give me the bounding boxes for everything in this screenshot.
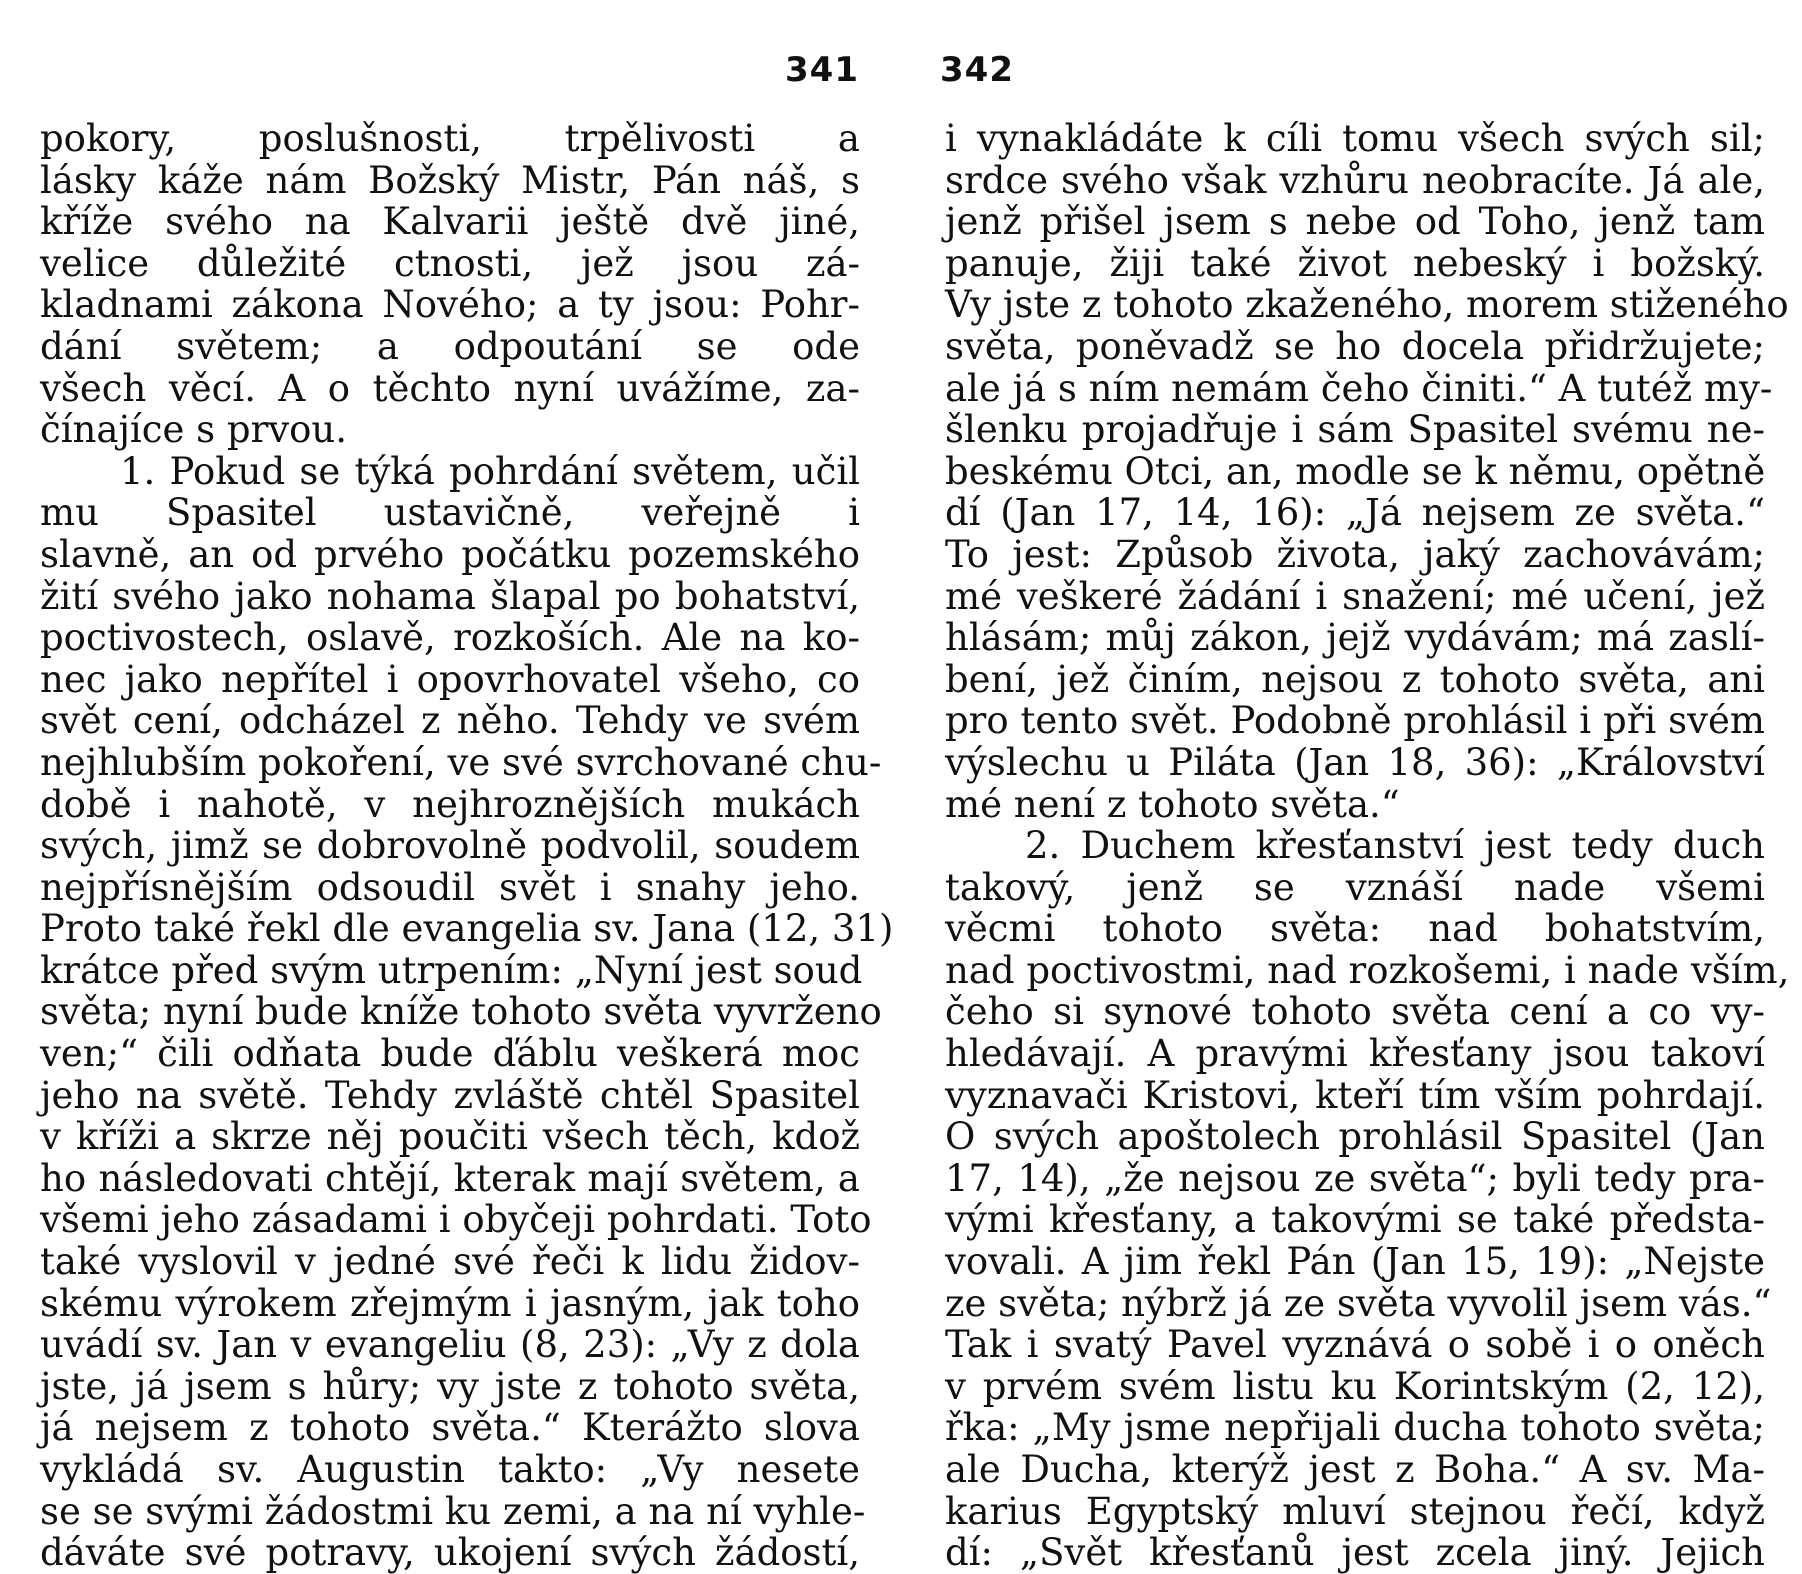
page-number-left: 341 — [785, 50, 859, 90]
text-line: dání světem; a odpoutání se ode — [40, 324, 860, 368]
text-line: vyznavači Kristovi, kteří tím vším pohrdají. — [945, 1073, 1765, 1117]
text-line: mé veškeré žádání i snažení; mé učení, jež — [945, 574, 1765, 618]
text-line: karius Egyptský mluví stejnou řečí, když — [945, 1489, 1765, 1533]
text-line: ven;“ čili odňata bude ďáblu veškerá moc — [40, 1032, 860, 1076]
text-line: poctivostech, oslavě, rozkoších. Ale na ko- — [40, 616, 860, 660]
text-line: dí (Jan 17, 14, 16): „Já nejsem ze světa.“ — [945, 491, 1765, 535]
text-line: řka: „My jsme nepřijali ducha tohoto světa; — [945, 1406, 1765, 1450]
text-line: vovali. A jim řekl Pán (Jan 15, 19): „Nejste — [945, 1240, 1765, 1284]
text-line: 1. Pokud se týká pohrdání světem, učil — [120, 449, 860, 493]
text-line: Tak i svatý Pavel vyznává o sobě i o oněch — [945, 1323, 1765, 1367]
text-line: v kříži a skrze něj poučiti všech těch, kdož — [40, 1115, 860, 1159]
left-page-text — [40, 117, 894, 1574]
text-line: skému výrokem zřejmým i jasným, jak toho — [40, 1281, 860, 1325]
text-line: srdce svého však vzhůru neobracíte. Já ale, — [945, 158, 1765, 202]
text-line: jenž přišel jsem s nebe od Toho, jenž tam — [945, 200, 1765, 244]
text-line: výslechu u Piláta (Jan 18, 36): „Království — [945, 740, 1765, 784]
text-line: nejpřísnějším odsoudil svět i snahy jeho. — [40, 865, 860, 909]
text-line: vými křesťany, a takovými se také předsta- — [945, 1198, 1765, 1242]
text-line: se se svými žádostmi ku zemi, a na ní vyhle- — [40, 1489, 866, 1533]
text-line: velice důležité ctnosti, jež jsou zá- — [40, 241, 860, 285]
text-line: věcmi tohoto světa: nad bohatstvím, — [945, 907, 1765, 951]
text-line: čínajíce s prvou. — [40, 408, 348, 452]
text-line: mu Spasitel ustavičně, veřejně i — [40, 491, 860, 535]
text-line: uvádí sv. Jan v evangeliu (8, 23): „Vy z dola — [40, 1323, 860, 1367]
text-line: světa; nyní bude kníže tohoto světa vyvrženo — [40, 990, 882, 1034]
text-line: slavně, an od prvého počátku pozemského — [40, 532, 860, 576]
text-line: ho následovati chtějí, kterak mají světem, a — [40, 1156, 860, 1200]
text-line: hledávají. A pravými křesťany jsou takoví — [945, 1032, 1765, 1076]
text-line: i vynakládáte k cíli tomu všech svých sil; — [945, 117, 1765, 160]
text-line: nejhlubším pokoření, ve své svrchované chu- — [40, 740, 882, 784]
text-line: Vy jste z tohoto zkaženého, morem stiženého — [945, 283, 1789, 327]
text-line: kříže svého na Kalvarii ještě dvě jiné, — [40, 200, 860, 244]
text-line: krátce před svým utrpením: „Nyní jest soud — [40, 948, 863, 992]
text-line: ze světa; nýbrž já ze světa vyvolil jsem vás.“ — [945, 1281, 1772, 1325]
page-number-right: 342 — [940, 50, 1014, 90]
text-line: jeho na světě. Tehdy zvláště chtěl Spasitel — [40, 1073, 860, 1117]
text-line: žití svého jako nohama šlapal po bohatství, — [40, 574, 860, 618]
text-line: všemi jeho zásadami i obyčeji pohrdati. Toto — [40, 1198, 872, 1242]
text-line: šlenku projadřuje i sám Spasitel svému ne- — [945, 408, 1765, 452]
text-line: také vyslovil v jedné své řeči k lidu židov- — [40, 1240, 860, 1284]
text-line: panuje, žiji také život nebeský i božský. — [945, 241, 1765, 285]
text-line: nec jako nepřítel i opovrhovatel všeho, co — [40, 657, 860, 701]
text-line: dí: „Svět křesťanů jest zcela jiný. Jejich — [945, 1531, 1765, 1574]
text-line: svých, jimž se dobrovolně podvolil, soudem — [40, 824, 860, 868]
text-line: jste, já jsem s hůry; vy jste z tohoto světa, — [40, 1364, 860, 1408]
text-line: Proto také řekl dle evangelia sv. Jana (12, 31) — [40, 907, 894, 951]
text-line: 2. Duchem křesťanství jest tedy duch — [1025, 824, 1765, 868]
text-line: ale Ducha, kterýž jest z Boha.“ A sv. Ma- — [945, 1448, 1765, 1491]
text-line: To jest: Způsob života, jaký zachovávám; — [945, 532, 1765, 576]
text-line: vykládá sv. Augustin takto: „Vy nesete — [40, 1448, 860, 1491]
text-line: době i nahotě, v nejhroznějších mukách — [40, 782, 860, 826]
text-line: kladnami zákona Nového; a ty jsou: Pohr- — [40, 283, 860, 327]
text-line: pokory, poslušnosti, trpělivosti a — [40, 117, 860, 160]
text-line: 17, 14), „že nejsou ze světa“; byli tedy pra- — [945, 1156, 1765, 1200]
right-page-text — [945, 117, 1790, 1574]
text-line: beskému Otci, an, modle se k němu, opětně — [945, 449, 1766, 493]
text-line: pro tento svět. Podobně prohlásil i při svém — [945, 699, 1765, 743]
text-line: ale já s ním nemám čeho činiti.“ A tutéž my- — [945, 366, 1773, 410]
text-line: dáváte své potravy, ukojení svých žádostí, — [40, 1531, 860, 1574]
text-line: bení, jež činím, nejsou z tohoto světa, ani — [945, 657, 1765, 701]
text-line: hlásám; můj zákon, jejž vydávám; má zaslí- — [945, 616, 1765, 660]
text-line: já nejsem z tohoto světa.“ Kterážto slova — [40, 1406, 860, 1450]
text-line: nad poctivostmi, nad rozkošemi, i nade vším, — [945, 948, 1790, 992]
text-line: O svých apoštolech prohlásil Spasitel (Jan — [945, 1115, 1765, 1159]
text-line: všech věcí. A o těchto nyní uvážíme, za- — [40, 366, 860, 410]
text-line: lásky káže nám Božský Mistr, Pán náš, s — [40, 158, 860, 202]
text-line: mé není z tohoto světa.“ — [945, 782, 1400, 826]
text-line: světa, poněvadž se ho docela přidržujete; — [945, 324, 1765, 368]
text-line: takový, jenž se vznáší nade všemi — [945, 865, 1765, 909]
text-line: v prvém svém listu ku Korintským (2, 12), — [945, 1364, 1765, 1408]
text-line: svět cení, odcházel z něho. Tehdy ve svém — [40, 699, 860, 743]
text-line: čeho si synové tohoto světa cení a co vy- — [945, 990, 1765, 1034]
